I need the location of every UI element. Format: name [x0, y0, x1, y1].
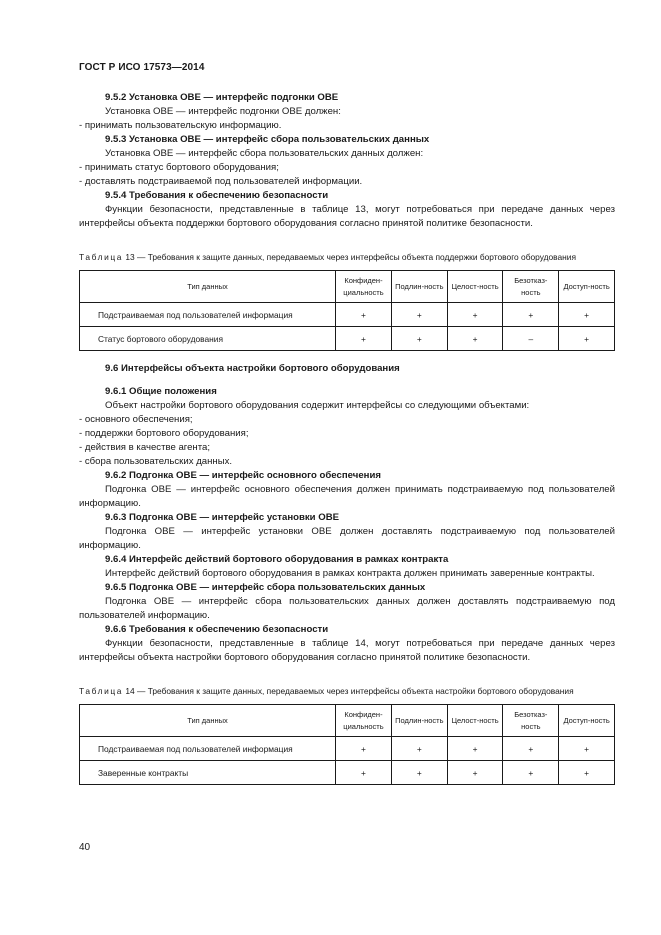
list-item: - принимать статус бортового оборудования;	[79, 162, 279, 173]
heading-9-6: 9.6 Интерфейсы объекта настройки бортового оборудования	[105, 363, 400, 374]
table-13-caption	[79, 251, 615, 263]
table-cell: +	[559, 327, 615, 351]
col-header: Конфиден-циальность	[336, 705, 392, 737]
caption-text: 14 — Требования к защите данных, передаваемых через интерфейсы объекта настройки бортового оборудования	[125, 686, 574, 696]
paragraph: Установка OBE — интерфейс подгонки OBE должен:	[105, 106, 341, 117]
table-cell: +	[336, 303, 392, 327]
heading-9-6-3: 9.6.3 Подгонка OBE — интерфейс установки OBE	[105, 512, 340, 523]
list-item: - сбора пользовательских данных.	[79, 456, 233, 467]
row-label: Заверенные контракты	[80, 761, 336, 785]
paragraph: Интерфейс действий бортового оборудования в рамках контракта должен принимать заверенные контракты.	[105, 568, 595, 579]
table-row	[80, 737, 615, 761]
table-13	[79, 270, 615, 351]
heading-9-6-6: 9.6.6 Требования к обеспечению безопасности	[105, 624, 329, 635]
paragraph: Установка OBE — интерфейс сбора пользовательских данных должен:	[105, 148, 424, 159]
col-header: Доступ-ность	[559, 271, 615, 303]
table-cell: +	[503, 761, 559, 785]
heading-9-5-3: 9.5.3 Установка OBE — интерфейс сбора пользовательских данных	[105, 134, 430, 145]
table-cell: +	[447, 303, 503, 327]
paragraph: Функции безопасности, представленные в таблице 13, могут потребоваться при передаче данных через интерфейсы объекта поддержки бортового оборудования согласно принятой политике безопасности.	[79, 204, 615, 229]
page-number: 40	[79, 842, 91, 853]
heading-9-6-1: 9.6.1 Общие положения	[105, 386, 217, 397]
paragraph: Подгонка OBE — интерфейс основного обеспечения должен принимать подстраиваемую под пользователей информацию.	[79, 484, 615, 509]
heading-9-5-4: 9.5.4 Требования к обеспечению безопасности	[105, 190, 329, 201]
caption-label: Таблица	[79, 686, 124, 696]
col-header: Целост-ность	[447, 271, 503, 303]
table-cell: +	[391, 327, 447, 351]
table-row	[80, 327, 615, 351]
table-row	[80, 303, 615, 327]
paragraph: Функции безопасности, представленные в таблице 14, могут потребоваться при передаче данных через интерфейсы объекта настройки бортового оборудования согласно принятой политике безопасности.	[79, 638, 615, 663]
table-header-row	[80, 705, 615, 737]
list-item: - действия в качестве агента;	[79, 442, 211, 453]
col-header: Безотказ-ность	[503, 705, 559, 737]
col-header: Конфиден-циальность	[336, 271, 392, 303]
heading-9-6-2: 9.6.2 Подгонка OBE — интерфейс основного обеспечения	[105, 470, 381, 481]
table-14-caption	[79, 685, 615, 697]
table-cell: +	[391, 737, 447, 761]
table-cell: +	[503, 303, 559, 327]
table-cell: +	[559, 761, 615, 785]
table-cell: –	[503, 327, 559, 351]
table-cell: +	[559, 303, 615, 327]
list-item: - принимать пользовательскую информацию.	[79, 120, 282, 131]
paragraph: Объект настройки бортового оборудования содержит интерфейсы со следующими объектами:	[105, 400, 530, 411]
row-label: Статус бортового оборудования	[80, 327, 336, 351]
list-item: - доставлять подстраиваемой под пользователей информации.	[79, 176, 363, 187]
heading-9-6-4: 9.6.4 Интерфейс действий бортового оборудования в рамках контракта	[105, 554, 449, 565]
paragraph: Подгонка OBE — интерфейс сбора пользовательских данных должен доставлять подстраиваемую под пользователей информацию.	[79, 596, 615, 621]
heading-9-6-5: 9.6.5 Подгонка OBE — интерфейс сбора пользовательских данных	[105, 582, 426, 593]
table-cell: +	[391, 303, 447, 327]
table-cell: +	[559, 737, 615, 761]
document-header: ГОСТ Р ИСО 17573—2014	[79, 62, 205, 73]
table-cell: +	[336, 761, 392, 785]
caption-text: 13 — Требования к защите данных, передаваемых через интерфейсы объекта поддержки бортового оборудования	[125, 252, 577, 262]
table-cell: +	[447, 327, 503, 351]
paragraph: Подгонка OBE — интерфейс установки OBE должен доставлять подстраиваемую под пользователей информацию.	[79, 526, 615, 551]
list-item: - поддержки бортового оборудования;	[79, 428, 249, 439]
table-row	[80, 761, 615, 785]
row-label: Подстраиваемая под пользователей информация	[80, 303, 336, 327]
col-header: Доступ-ность	[559, 705, 615, 737]
col-header: Подлин-ность	[391, 271, 447, 303]
table-header-row	[80, 271, 615, 303]
table-cell: +	[391, 761, 447, 785]
col-header: Целост-ность	[447, 705, 503, 737]
list-item: - основного обеспечения;	[79, 414, 193, 425]
col-header: Безотказ-ность	[503, 271, 559, 303]
table-14	[79, 704, 615, 785]
table-cell: +	[336, 327, 392, 351]
col-header: Тип данных	[80, 271, 336, 303]
table-cell: +	[447, 761, 503, 785]
page-content	[79, 91, 615, 785]
row-label: Подстраиваемая под пользователей информация	[80, 737, 336, 761]
caption-label: Таблица	[79, 252, 124, 262]
table-cell: +	[447, 737, 503, 761]
col-header: Тип данных	[80, 705, 336, 737]
table-cell: +	[336, 737, 392, 761]
table-cell: +	[503, 737, 559, 761]
heading-9-5-2: 9.5.2 Установка OBE — интерфейс подгонки OBE	[105, 92, 339, 103]
col-header: Подлин-ность	[391, 705, 447, 737]
